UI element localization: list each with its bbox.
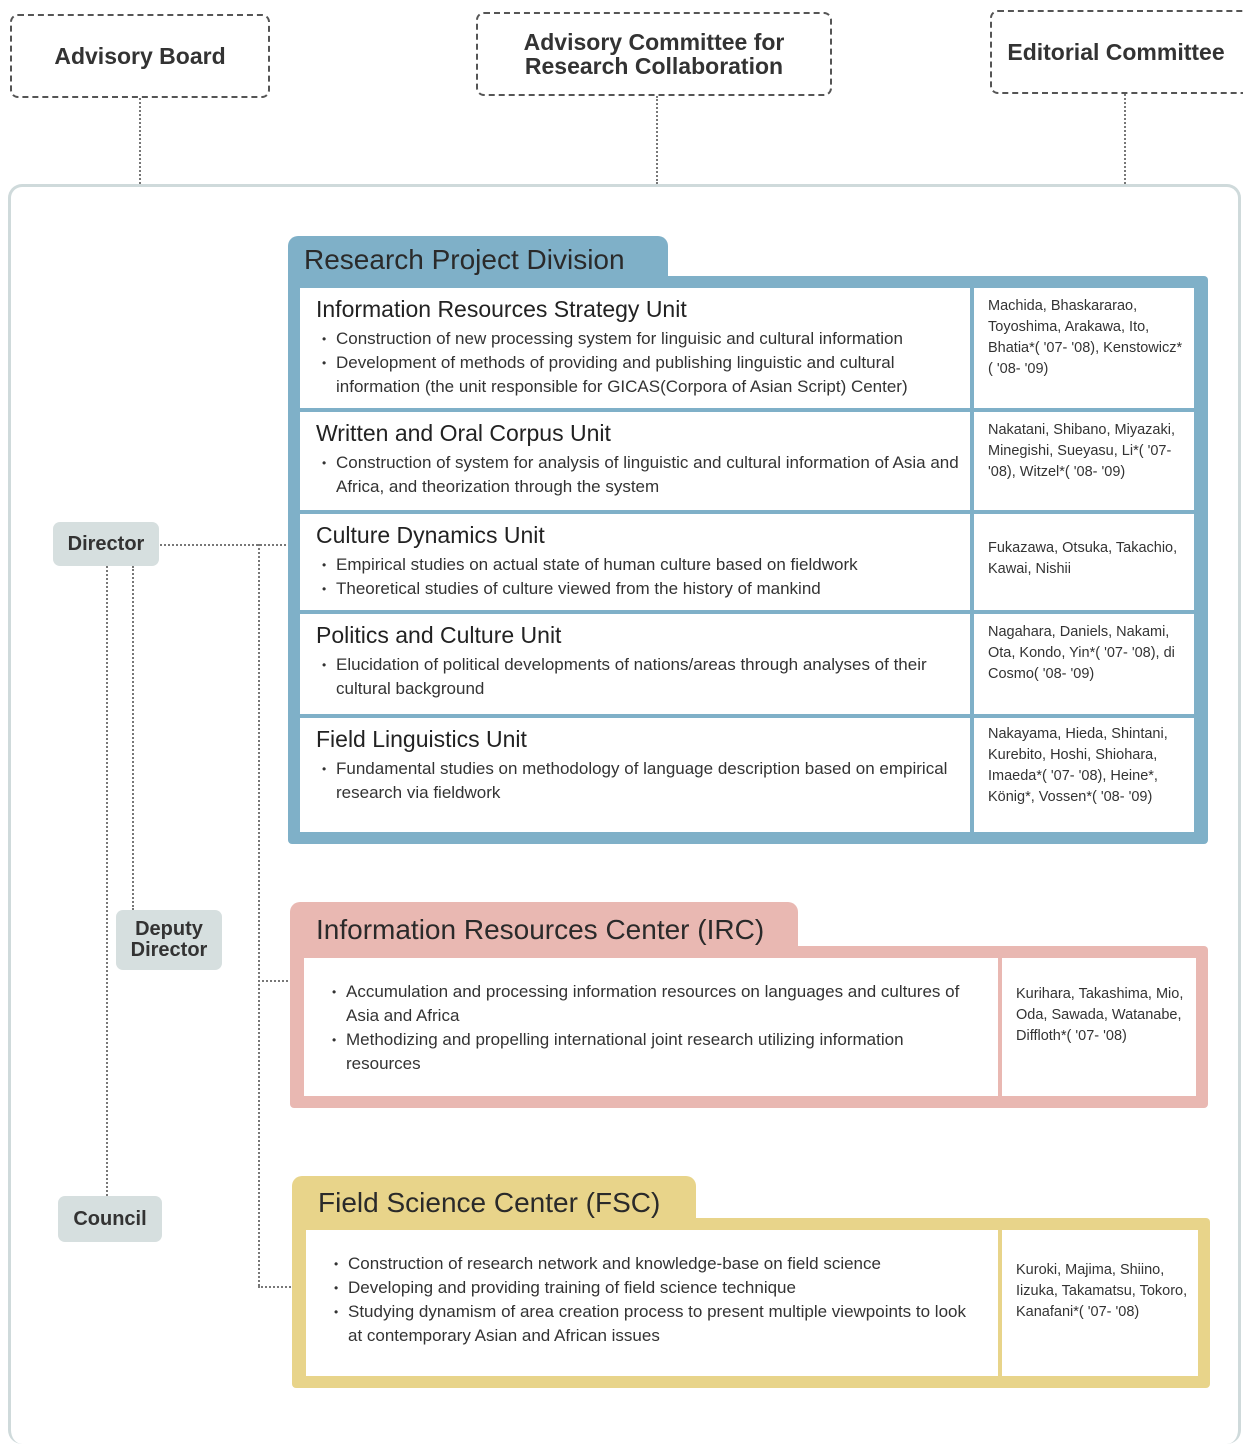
director-label: Director <box>67 532 145 555</box>
director-pill <box>53 522 159 566</box>
irc-bullet: • Accumulation and processing information resources on languages and cultures of Asia and Africa <box>326 980 974 1028</box>
editorial-committee-box <box>990 10 1243 94</box>
advisory-committee-box <box>476 12 832 96</box>
fsc-bullet: • Developing and providing training of field science technique <box>328 1276 974 1300</box>
unit-members: Nakatani, Shibano, Miyazaki, Minegishi, Sueyasu, Li*( '07- '08), Witzel*( '08- '09) <box>988 422 1175 480</box>
unit-bullet: • Fundamental studies on methodology of language description based on empirical research via fieldwork <box>316 757 960 805</box>
connector-director-council <box>106 566 108 1196</box>
unit-title: Information Resources Strategy Unit <box>316 296 687 322</box>
connector-main-trunk <box>258 544 260 1286</box>
unit-members: Fukazawa, Otsuka, Takachio, Kawai, Nishii <box>988 540 1178 577</box>
editorial-committee-label: Editorial Committee <box>1007 39 1225 65</box>
deputy-director-label: Deputy Director <box>130 918 208 961</box>
fsc-bullet: • Construction of research network and knowledge-base on field science <box>328 1252 974 1276</box>
connector-advisory-board <box>139 98 141 184</box>
unit-bullet: • Construction of new processing system for linguisic and cultural information <box>316 327 960 351</box>
unit-members: Nakayama, Hieda, Shintani, Kurebito, Hoshi, Shiohara, Imaeda*( '07- '08), Heine*, König*, Vossen*( '08- '09) <box>988 726 1168 805</box>
research-units-table <box>300 288 1194 832</box>
research-division-panel <box>288 276 1208 844</box>
connector-director-h <box>160 544 286 546</box>
unit-row <box>300 614 1194 714</box>
unit-bullet: • Development of methods of providing and publishing linguistic and cultural information (the unit responsible for GICAS(Corpora of Asian Script) Center) <box>316 351 960 399</box>
unit-bullet: • Theoretical studies of culture viewed from the history of mankind <box>316 577 960 601</box>
unit-title: Culture Dynamics Unit <box>316 522 545 548</box>
unit-bullet: • Elucidation of political developments of nations/areas through analyses of their cultural background <box>316 653 960 701</box>
irc-panel <box>290 946 1208 1108</box>
advisory-board-box <box>10 14 270 98</box>
unit-title: Field Linguistics Unit <box>316 726 527 752</box>
connector-irc-h <box>258 980 292 982</box>
deputy-director-pill <box>116 910 222 970</box>
irc-title: Information Resources Center (IRC) <box>316 914 765 945</box>
unit-bullet: • Empirical studies on actual state of human culture based on fieldwork <box>316 553 960 577</box>
fsc-panel <box>292 1218 1210 1388</box>
unit-members: Nagahara, Daniels, Nakami, Ota, Kondo, Yin*( '07- '08), di Cosmo( '08- '09) <box>988 624 1175 682</box>
advisory-committee-label: Advisory Committee for Research Collaboration <box>523 29 785 79</box>
research-division-title: Research Project Division <box>304 244 625 275</box>
unit-bullet: • Construction of system for analysis of linguistic and cultural information of Asia and Africa, and theorization through the system <box>316 451 960 499</box>
fsc-title: Field Science Center (FSC) <box>318 1187 661 1218</box>
connector-advisory-committee <box>656 96 658 184</box>
connector-fsc-h <box>258 1286 294 1288</box>
unit-title: Written and Oral Corpus Unit <box>316 420 611 446</box>
fsc-bullet: • Studying dynamism of area creation process to present multiple viewpoints to look at contemporary Asian and African issues <box>328 1300 974 1348</box>
irc-bullet: • Methodizing and propelling international joint research utilizing information resources <box>326 1028 974 1076</box>
unit-row <box>300 412 1194 510</box>
fsc-members: Kuroki, Majima, Shiino, Iizuka, Takamatsu, Tokoro, Kanafani*( '07- '08) <box>1016 1262 1188 1320</box>
connector-director-deputy <box>132 566 134 910</box>
unit-members: Machida, Bhaskararao, Toyoshima, Arakawa, Ito, Bhatia*( '07- '08), Kenstowicz*( '08- '09) <box>988 298 1183 377</box>
irc-members: Kurihara, Takashima, Mio, Oda, Sawada, Watanabe, Diffloth*( '07- '08) <box>1016 986 1184 1044</box>
council-pill <box>58 1196 162 1242</box>
connector-editorial-committee <box>1124 94 1126 184</box>
unit-row <box>300 288 1194 408</box>
unit-row <box>300 514 1194 610</box>
council-label: Council <box>73 1207 147 1230</box>
unit-row <box>300 718 1194 832</box>
advisory-board-label: Advisory Board <box>54 43 226 69</box>
unit-title: Politics and Culture Unit <box>316 622 562 648</box>
